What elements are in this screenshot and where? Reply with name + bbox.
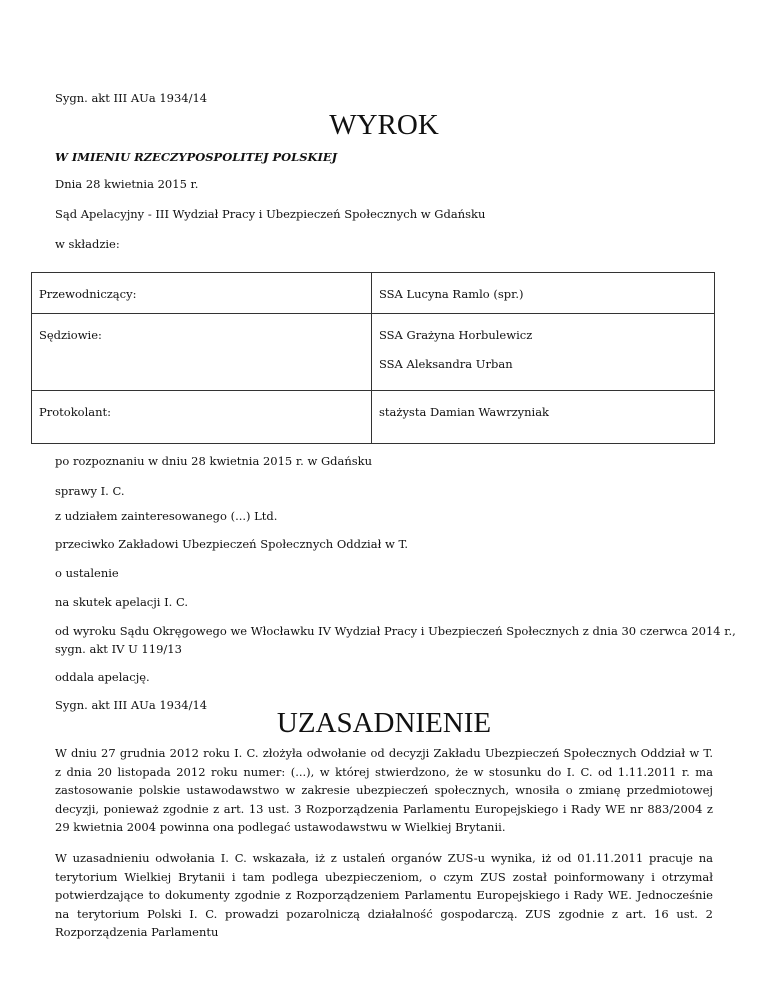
chair-name: SSA Lucyna Ramlo (spr.) [372, 273, 715, 314]
composition-table [31, 272, 715, 444]
ruling-line-case: sprawy I. C. [55, 484, 125, 498]
table-row [32, 314, 715, 391]
justification-paragraph: W uzasadnieniu odwołania I. C. wskazała, iż z ustaleń organów ZUS-u wynika, iż od 01.11.2011 pracuje na terytorium Wielkiej Brytanii i tam podlega ubezpieczeniom, o czym ZUS został poinformowany i otrzymał potwierdzające to dokumenty zgodnie z Rozporządzeniem Parlamentu Europejskiego i Rady WE. Jednocześnie na terytorium Polski I. C. prowadzi pozarolniczą działalność gospodarczą. ZUS zgodnie z art. 16 ust. 2 Rozporządzenia Parlamentu [55, 851, 713, 939]
judges-cell [372, 314, 715, 391]
clerk-label: Protokolant: [32, 391, 372, 444]
justification-signature: Sygn. akt III AUa 1934/14 [55, 698, 208, 712]
in-the-name-heading: W IMIENIU RZECZYPOSPOLITEJ POLSKIEJ [55, 150, 338, 164]
case-signature: Sygn. akt III AUa 1934/14 [55, 91, 208, 105]
judgment-title: WYROK [329, 109, 439, 141]
judge-2-name: SSA Aleksandra Urban [379, 357, 513, 371]
clerk-name: stażysta Damian Wawrzyniak [372, 391, 715, 444]
justification-title: UZASADNIENIE [276, 707, 492, 739]
table-row [32, 391, 715, 444]
ruling-line-against: przeciwko Zakładowi Ubezpieczeń Społecznych Oddział w T. [55, 537, 409, 551]
table-row [32, 273, 715, 314]
judge-1-name: SSA Grażyna Horbulewicz [379, 328, 533, 342]
judgment-date: Dnia 28 kwietnia 2015 r. [55, 177, 199, 191]
ruling-line-subject: o ustalenie [55, 566, 119, 580]
justification-paragraph: W dniu 27 grudnia 2012 roku I. C. złożyła odwołanie od decyzji Zakładu Ubezpieczeń Społecznych Oddział w T. z dnia 20 listopada 2012 roku numer: (...), w której stwierdzono, że w stosunku do I. C. od 1.11.2011 r. ma zastosowanie polskie ustawodawstwo w zakresie ubezpieczeń społecznych, wnosiła o zmianę przedmiotowej decyzji, ponieważ zgodnie z art. 13 ust. 3 Rozporządzenia Parlamentu Europejskiego i Rady WE nr 883/2004 z 29 kwietnia 2004 powinna ona podlegać ustawodawstwu w Wielkiej Brytanii. [55, 746, 713, 834]
ruling-line-lower-court: od wyroku Sądu Okręgowego we Włocławku IV Wydział Pracy i Ubezpieczeń Społecznych z dnia 30 czerwca 2014 r., [55, 624, 736, 638]
ruling-line-interested-party: z udziałem zainteresowanego (...) Ltd. [55, 509, 278, 523]
ruling-line-lower-court-signature: sygn. akt IV U 119/13 [55, 642, 182, 656]
ruling-line-appeal: na skutek apelacji I. C. [55, 595, 189, 609]
judges-label: Sędziowie: [32, 314, 372, 391]
ruling-decision: oddala apelację. [55, 670, 150, 684]
court-name: Sąd Apelacyjny - III Wydział Pracy i Ubezpieczeń Społecznych w Gdańsku [55, 207, 486, 221]
chair-label: Przewodniczący: [32, 273, 372, 314]
ruling-line-hearing: po rozpoznaniu w dniu 28 kwietnia 2015 r. w Gdańsku [55, 454, 373, 468]
composition-label: w składzie: [55, 237, 120, 251]
